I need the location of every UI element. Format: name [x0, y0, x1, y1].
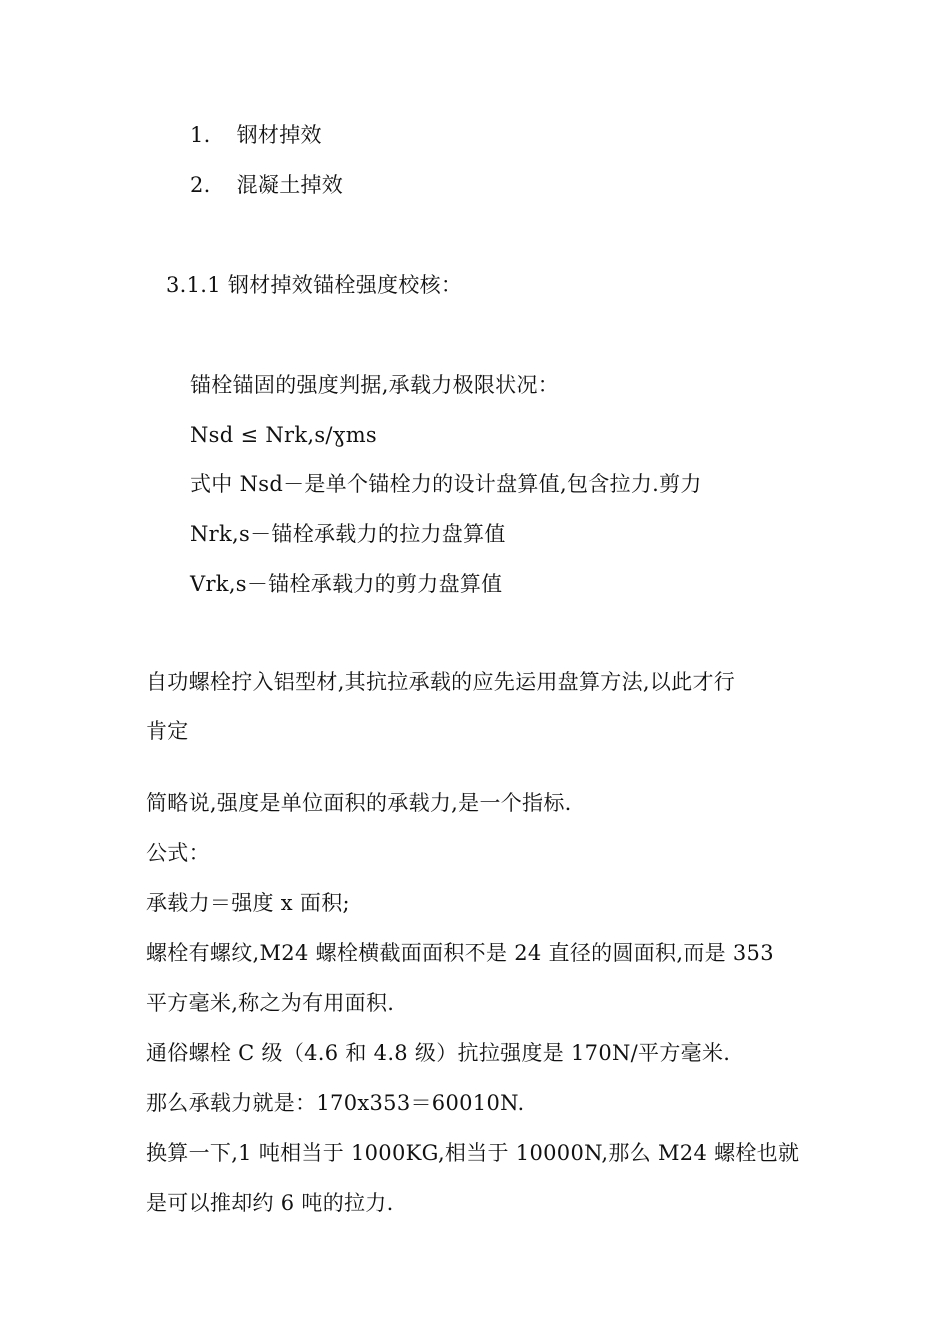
definition-vrk: Vrk,s－锚栓承载力的剪力盘算值	[190, 572, 503, 596]
paragraph-line: 公式：	[146, 841, 210, 865]
paragraph-line: 承载力＝强度 x 面积;	[146, 891, 350, 915]
list-item	[190, 122, 322, 148]
paragraph-line: 通俗螺栓 C 级（4.6 和 4.8 级）抗拉强度是 170N/平方毫米.	[146, 1041, 731, 1065]
paragraph-line: 螺栓有螺纹,M24 螺栓横截面面积不是 24 直径的圆面积,而是 353	[146, 941, 774, 965]
list-item-text: 混凝土掉效	[236, 173, 344, 197]
section-heading: 3.1.1 钢材掉效锚栓强度校核：	[166, 273, 463, 297]
list-marker: 1.	[190, 123, 211, 147]
paragraph-line: 简略说,强度是单位面积的承载力,是一个指标.	[146, 791, 572, 815]
list-marker: 2.	[190, 173, 211, 197]
paragraph-line: 是可以推却约 6 吨的拉力.	[146, 1191, 394, 1215]
list-item-text: 钢材掉效	[236, 123, 322, 147]
criteria-intro: 锚栓锚固的强度判据,承载力极限状况：	[190, 373, 560, 397]
list-item	[190, 172, 343, 198]
paragraph-line: 那么承载力就是：170x353＝60010N.	[146, 1091, 525, 1115]
paragraph-line: 自功螺栓拧入铝型材,其抗拉承载的应先运用盘算方法,以此才行	[146, 670, 736, 694]
definition-nrk: Nrk,s－锚栓承载力的拉力盘算值	[190, 522, 506, 546]
paragraph-line: 平方毫米,称之为有用面积.	[146, 991, 395, 1015]
paragraph-line: 换算一下,1 吨相当于 1000KG,相当于 10000N,那么 M24 螺栓也就	[146, 1141, 800, 1165]
paragraph-line: 肯定	[146, 719, 189, 743]
criteria-formula: Nsd ≤ Nrk,s/ɣms	[190, 423, 377, 447]
definition-nsd: 式中 Nsd－是单个锚栓力的设计盘算值,包含拉力.剪力	[190, 472, 702, 496]
